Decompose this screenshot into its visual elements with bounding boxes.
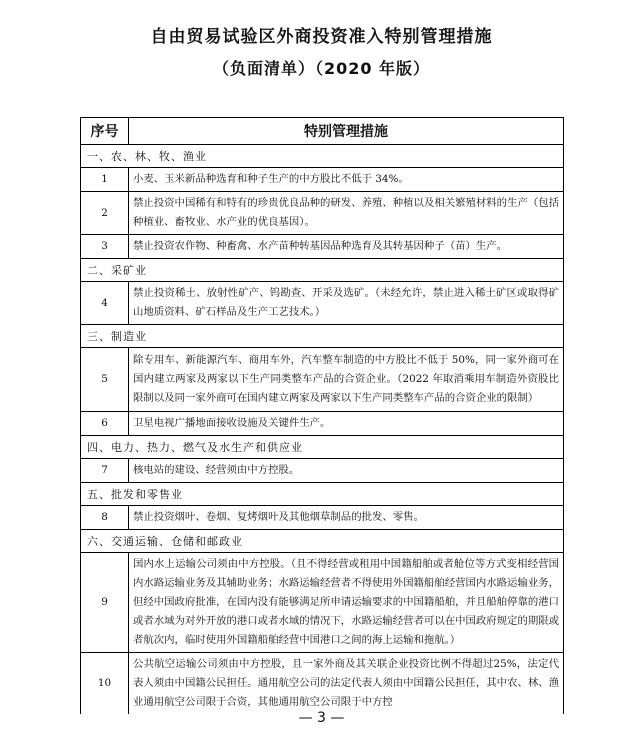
- header-number: 序号: [81, 118, 129, 145]
- row-measure: 禁止投资农作物、种畜禽、水产苗种转基因品种选育及其转基因种子（苗）生产。: [129, 235, 564, 259]
- row-number: 9: [81, 553, 129, 653]
- row-number: 1: [81, 168, 129, 192]
- header-measures: 特别管理措施: [129, 118, 564, 145]
- row-number: 8: [81, 506, 129, 530]
- row-number: 4: [81, 282, 129, 325]
- row-measure: 禁止投资烟叶、卷烟、复烤烟叶及其他烟草制品的批发、零售。: [129, 506, 564, 530]
- document-subtitle: （负面清单）（2020 年版）: [212, 59, 431, 78]
- section-row: [81, 530, 564, 553]
- document-title: 自由贸易试验区外商投资准入特别管理措施: [150, 27, 493, 47]
- section-row: [81, 483, 564, 506]
- table-row: [81, 348, 564, 412]
- table-row: [81, 235, 564, 259]
- row-number: 3: [81, 235, 129, 259]
- row-measure: 国内水上运输公司须由中方控股。（且不得经营或租用中国籍船舶或者舱位等方式变相经营国内水路运输业务及其辅助业务；水路运输经营者不得使用外国籍船舶经营国内水路运输业务，但经中国政府批准，在国内没有能够满足所申请运输要求的中国籍船舶，并且船舶停靠的港口或者水域为对外开放的港口或者水域的情况下，水路运输经营者可以在中国政府规定的期限或者航次内，临时使用外国籍船舶经营中国港口之间的海上运输和拖航。）: [129, 553, 564, 653]
- row-measure: 禁止投资中国稀有和特有的珍贵优良品种的研发、养殖、种植以及相关繁殖材料的生产（包括种植业、畜牧业、水产业的优良基因）。: [129, 192, 564, 235]
- table-row: [81, 192, 564, 235]
- row-number: 5: [81, 348, 129, 412]
- table-row: [81, 553, 564, 653]
- table-row: [81, 282, 564, 325]
- section-title: 一、农、林、牧、渔业: [81, 145, 564, 168]
- section-title: 二、采矿业: [81, 259, 564, 282]
- section-row: [81, 325, 564, 348]
- table-row: [81, 653, 564, 715]
- row-measure: 禁止投资稀土、放射性矿产、钨勘查、开采及选矿。（未经允许，禁止进入稀土矿区或取得矿山地质资料、矿石样品及生产工艺技术。）: [129, 282, 564, 325]
- section-title: 三、制造业: [81, 325, 564, 348]
- table-header-row: [81, 118, 564, 145]
- table-row: [81, 506, 564, 530]
- section-title: 六、交通运输、仓储和邮政业: [81, 530, 564, 553]
- section-row: [81, 145, 564, 168]
- row-number: 10: [81, 653, 129, 715]
- section-row: [81, 259, 564, 282]
- row-number: 6: [81, 412, 129, 436]
- row-number: 7: [81, 459, 129, 483]
- row-measure: 公共航空运输公司须由中方控股，且一家外商及其关联企业投资比例不得超过25%，法定代表人须由中国籍公民担任。通用航空公司的法定代表人须由中国籍公民担任，其中农、林、渔业通用航空公司限于合资，其他通用航空公司限于中方控: [129, 653, 564, 715]
- table-row: [81, 412, 564, 436]
- page-number: — 3 —: [298, 710, 345, 726]
- table-row: [81, 168, 564, 192]
- negative-list-table: [80, 117, 564, 714]
- section-title: 四、电力、热力、燃气及水生产和供应业: [81, 436, 564, 459]
- section-title: 五、批发和零售业: [81, 483, 564, 506]
- section-row: [81, 436, 564, 459]
- row-measure: 核电站的建设、经营须由中方控股。: [129, 459, 564, 483]
- row-measure: 卫星电视广播地面接收设施及关键件生产。: [129, 412, 564, 436]
- row-measure: 除专用车、新能源汽车、商用车外，汽车整车制造的中方股比不低于 50%，同一家外商可在国内建立两家及两家以下生产同类整车产品的合资企业。（2022 年取消乘用车制造外资股比限制以及同一家外商可在国内建立两家及两家以下生产同类整车产品的合资企业的限制）: [129, 348, 564, 412]
- table-row: [81, 459, 564, 483]
- row-measure: 小麦、玉米新品种选育和种子生产的中方股比不低于 34%。: [129, 168, 564, 192]
- row-number: 2: [81, 192, 129, 235]
